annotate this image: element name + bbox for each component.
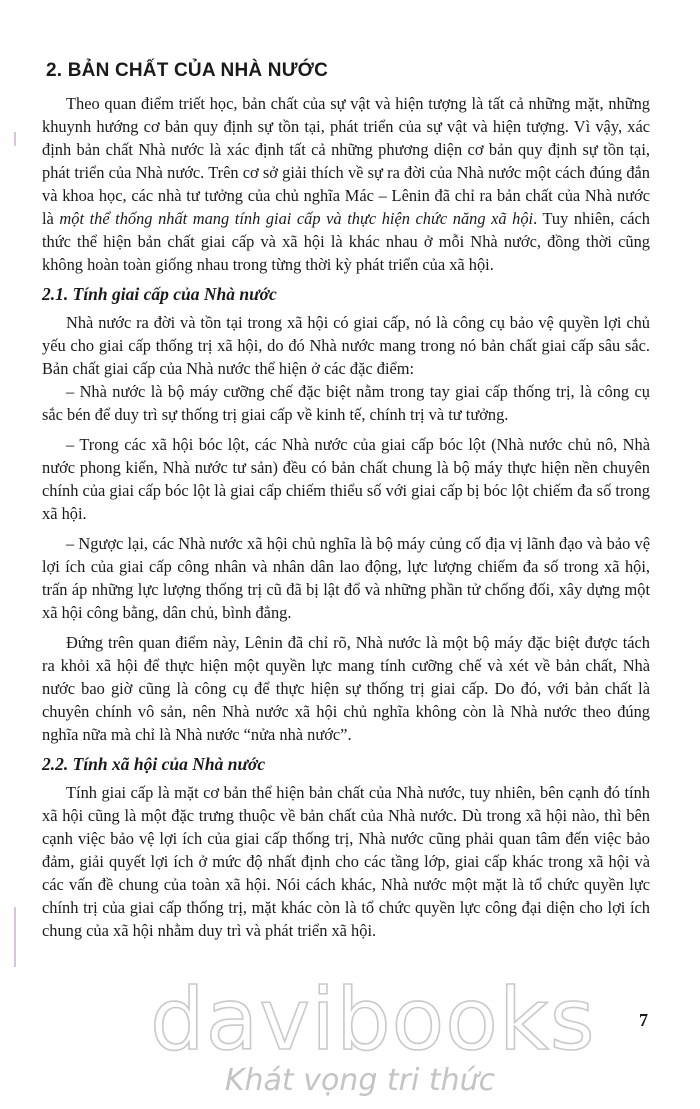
page-number: 7 xyxy=(639,1010,648,1030)
class-nature-paragraph-1: Nhà nước ra đời và tồn tại trong xã hội có giai cấp, nó là công cụ bảo vệ quyền lợi chủ yếu cho giai cấp thống trị xã hội, do đó Nhà nước mang trong nó bản chất giai cấp sâu sắc. Bản chất giai cấp của Nhà nước thể hiện ở các đặc điểm: xyxy=(42,313,650,378)
watermark xyxy=(150,970,596,1098)
watermark-tagline: Khát vọng tri thức xyxy=(224,1063,496,1098)
intro-text-start: Theo quan điểm triết học, bản chất của sự vật và hiện tượng là tất cả những mặt, những khuynh hướng cơ bản quy định sự tồn tại, phát triển của sự vật và hiện tượng. Vì vậy, xác định bản chất Nhà nước là xác định tất cả những phương diện cơ bản quy định sự tồn tại, phát triển của Nhà nước. Trên cơ sở giải thích về sự ra đời của Nhà nước một cách đúng đắn và khoa học, các nhà tư tưởng của chủ nghĩa Mác – Lênin đã chỉ ra bản chất của Nhà nước là xyxy=(42,94,650,228)
class-nature-paragraph-3: – Trong các xã hội bóc lột, các Nhà nước của giai cấp bóc lột (Nhà nước chủ nô, Nhà nước phong kiến, Nhà nước tư sản) đều có bản chất chung là bộ máy thực hiện nền chuyên chính của giai cấp bóc lột là giai cấp chiếm thiểu số với giai cấp bị bóc lột chiếm đa số trong xã hội. xyxy=(42,435,650,523)
intro-emphasis: một thể thống nhất mang tính giai cấp và thực hiện chức năng xã hội xyxy=(59,209,534,228)
class-nature-paragraph-4: – Ngược lại, các Nhà nước xã hội chủ nghĩa là bộ máy củng cố địa vị lãnh đạo và bảo vệ lợi ích của giai cấp công nhân và nhân dân lao động, lực lượng chiếm đa số trong xã hội, trấn áp những lực lượng thống trị cũ đã bị lật đổ và những phần tử chống đối, xây dựng một xã hội công bằng, dân chủ, bình đẳng. xyxy=(42,534,650,622)
class-nature-paragraph-2: – Nhà nước là bộ máy cưỡng chế đặc biệt nằm trong tay giai cấp thống trị, là công cụ sắc bén để duy trì sự thống trị giai cấp về kinh tế, chính trị và tư tưởng. xyxy=(42,382,650,424)
intro-text-end: . Tuy nhiên, cách thức thể hiện bản chất giai cấp và xã hội là khác nhau ở mỗi Nhà nước, đồng thời cũng không hoàn toàn giống nhau trong từng thời kỳ phát triển của xã hội. xyxy=(42,209,650,274)
margin-mark-top xyxy=(14,132,16,146)
section-heading: 2. BẢN CHẤT CỦA NHÀ NƯỚC xyxy=(46,60,329,81)
social-nature-paragraph-1: Tính giai cấp là mặt cơ bản thể hiện bản chất của Nhà nước, tuy nhiên, bên cạnh đó tính xã hội cũng là một đặc trưng thuộc về bản chất của Nhà nước. Dù trong xã hội nào, thì bên cạnh việc bảo vệ lợi ích của giai cấp thống trị, Nhà nước cũng phải quan tâm đến việc bảo đảm, giải quyết lợi ích ở mức độ nhất định cho các tầng lớp, giai cấp khác trong xã hội và các vấn đề chung của toàn xã hội. Nói cách khác, Nhà nước một mặt là tổ chức quyền lực chính trị của giai cấp thống trị, mặt khác còn là tổ chức quyền lực công đại diện cho lợi ích chung của xã hội nhằm duy trì và phát triển xã hội. xyxy=(42,783,650,940)
class-nature-paragraph-5: Đứng trên quan điểm này, Lênin đã chỉ rõ, Nhà nước là một bộ máy đặc biệt được tách ra khỏi xã hội để thực hiện một quyền lực mang tính cưỡng chế và xét về bản chất, Nhà nước bao giờ cũng là công cụ để thực hiện sự thống trị giai cấp. Do đó, với bản chất là chuyên chính vô sản, nên Nhà nước xã hội chủ nghĩa không còn là Nhà nước theo đúng nghĩa nữa mà chỉ là Nhà nước “nửa nhà nước”. xyxy=(42,633,650,744)
intro-paragraph xyxy=(42,92,650,276)
subsection-heading-social-nature: 2.2. Tính xã hội của Nhà nước xyxy=(42,754,266,774)
subsection-heading-class-nature: 2.1. Tính giai cấp của Nhà nước xyxy=(42,284,277,304)
document-page xyxy=(42,60,650,942)
margin-mark-bottom xyxy=(14,907,16,967)
watermark-brand: davibooks xyxy=(150,970,596,1070)
